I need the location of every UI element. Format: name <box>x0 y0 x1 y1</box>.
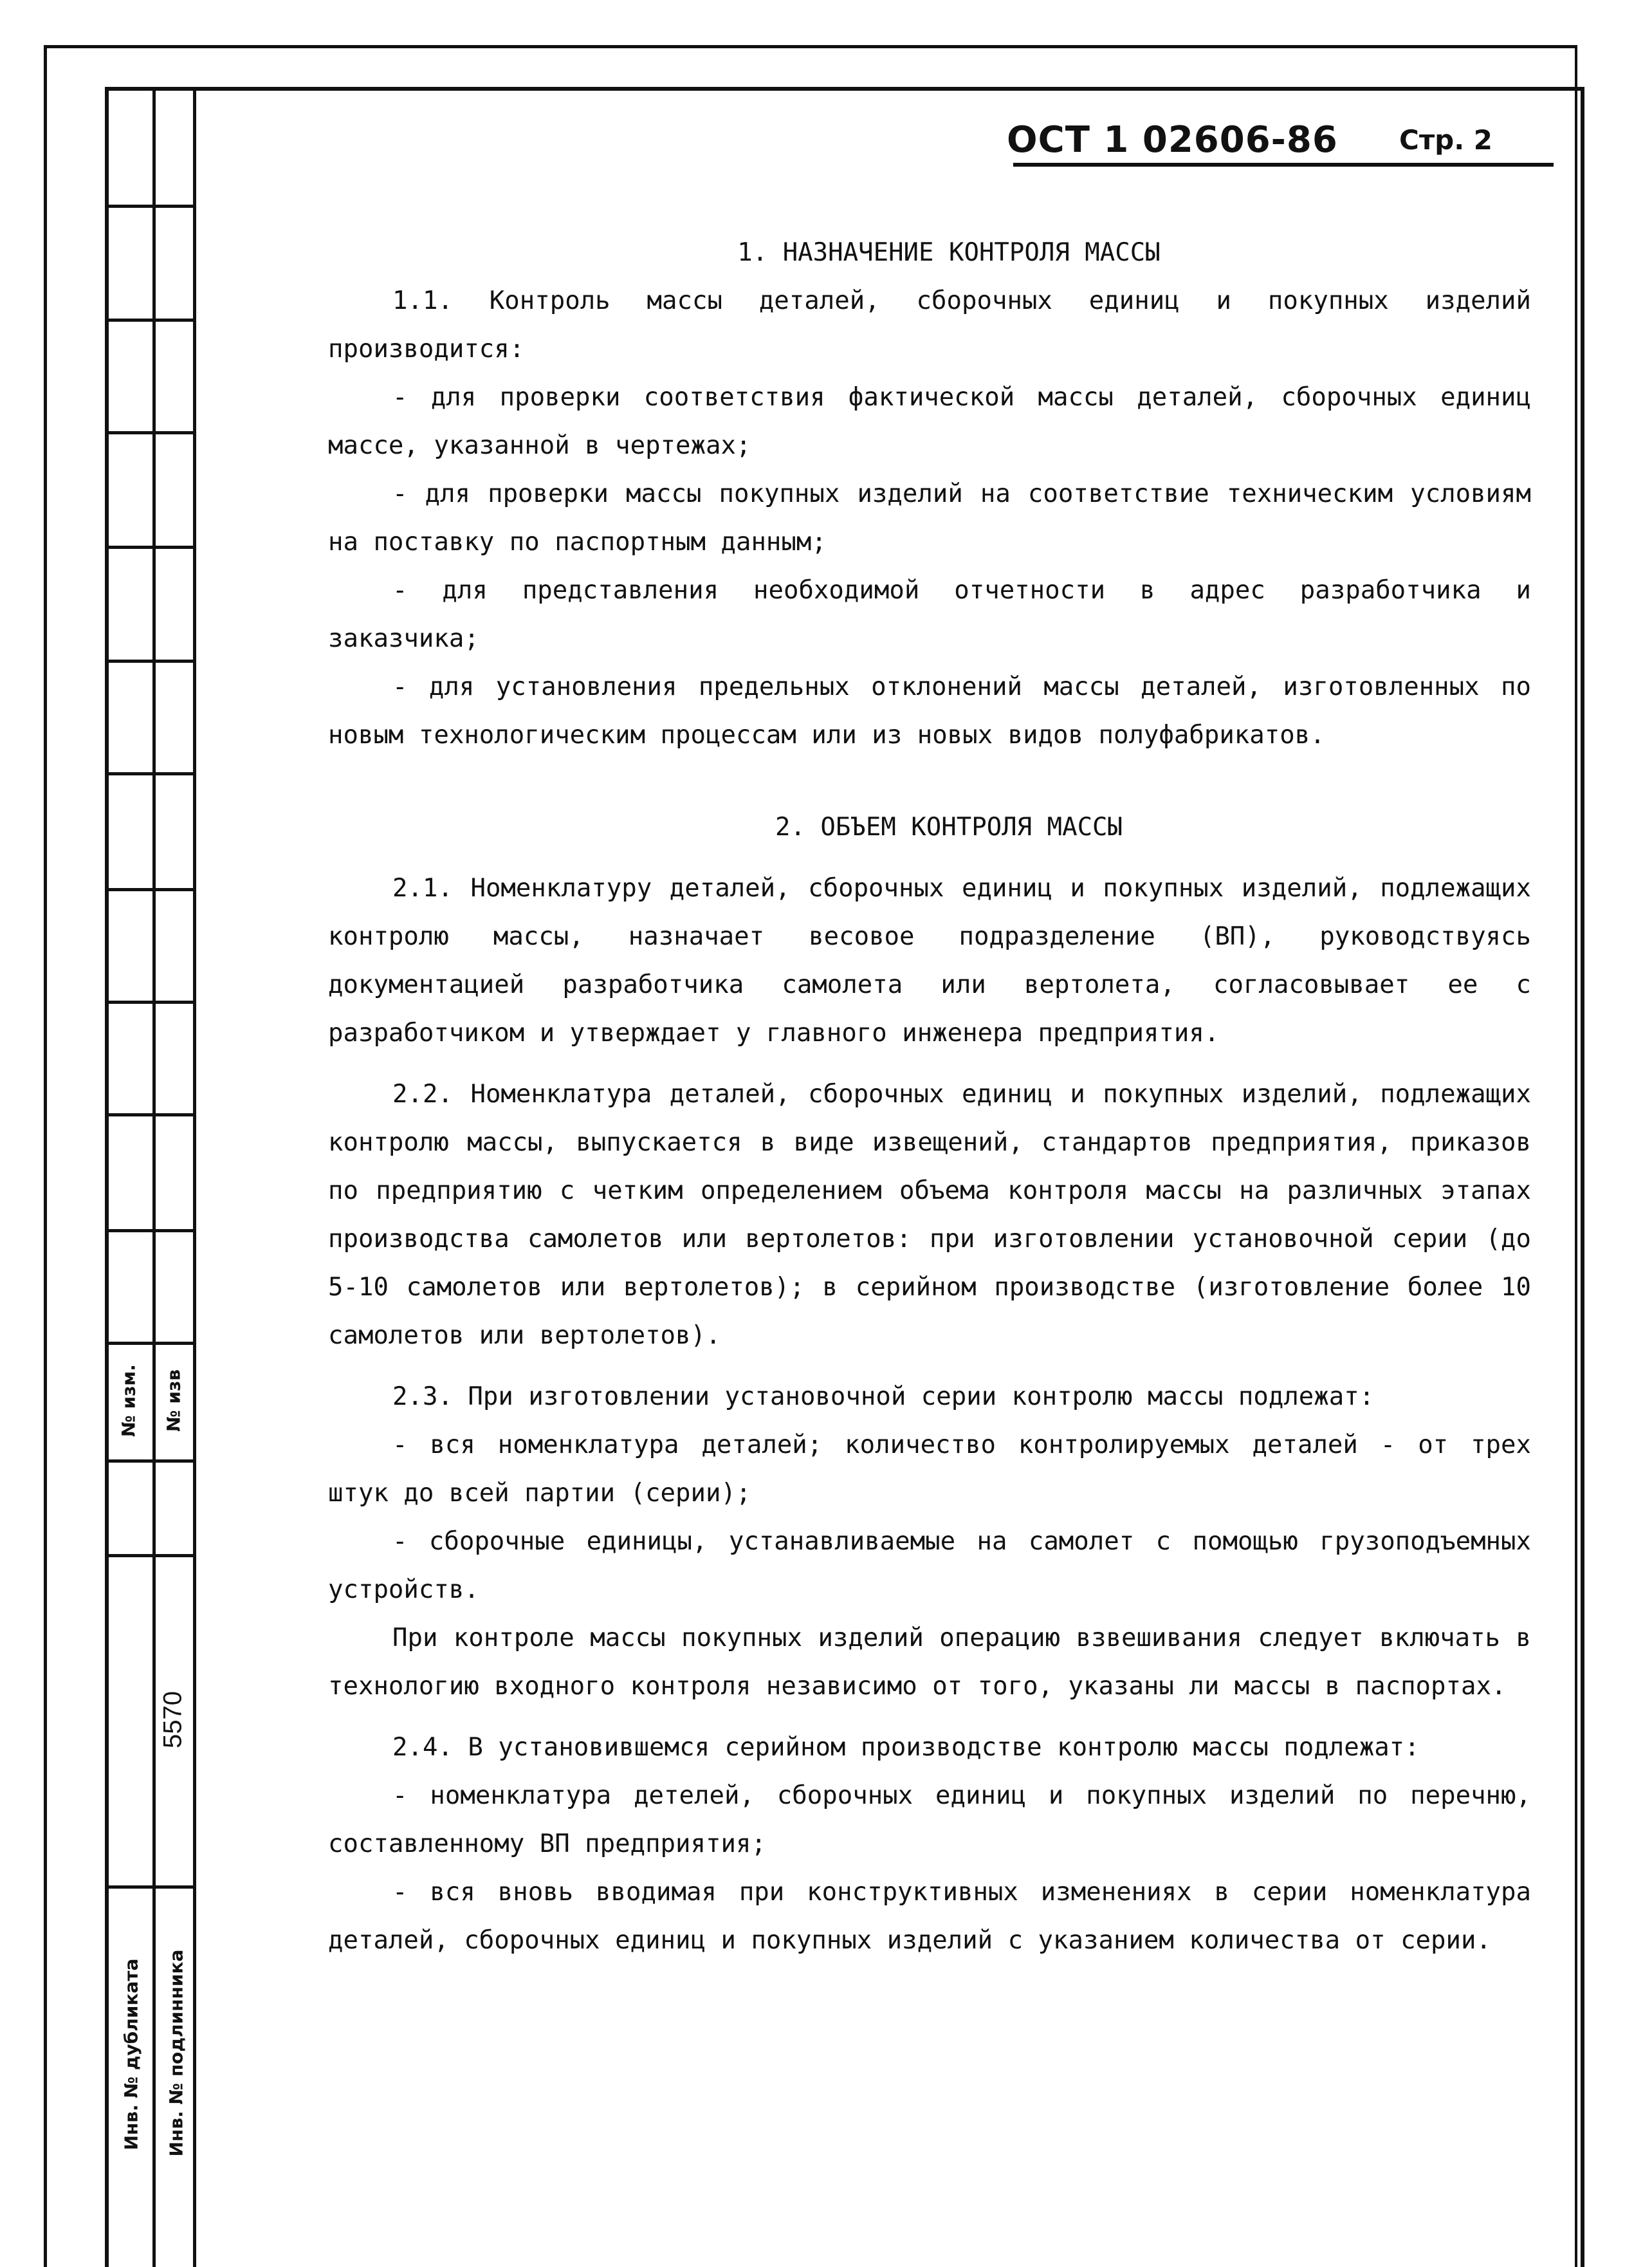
paragraph-2-1: 2.1. Номенклатуру деталей, сборочных единиц и покупных изделий, подлежащих контролю массы, назначает весовое подразделение (ВП), руководствуясь документацией разработчика самолета или вертолета, согласовывает ее с разработчиком и утверждает у главного инженера предприятия. <box>328 874 1531 1048</box>
izv-label: № изв <box>163 1369 185 1432</box>
spacer <box>328 759 1531 803</box>
margin-row-line <box>105 660 195 663</box>
list-item: - вся вновь вводимая при конструктивных изменениях в серии номенклатура деталей, сборочных единиц и покупных изделий с указанием количества от серии. <box>328 1878 1531 1955</box>
margin-row-line <box>105 1113 195 1116</box>
izm-label: № изм. <box>118 1364 140 1437</box>
margin-row-line <box>105 888 195 891</box>
spacer <box>328 851 1531 864</box>
list-item: - номенклатура детелей, сборочных единиц и покупных изделий по перечню, составленному ВП предприятия; <box>328 1781 1531 1858</box>
inv-podl-label: Инв. № подлинника <box>165 1949 187 2157</box>
spacer <box>328 1710 1531 1723</box>
section-2-heading: 2. ОБЪЕМ КОНТРОЛЯ МАССЫ <box>775 813 1123 842</box>
document-code: ОСТ 1 02606-86 <box>1007 119 1338 161</box>
list-item: - сборочные единицы, устанавливаемые на самолет с помощью грузоподъемных устройств. <box>328 1527 1531 1604</box>
margin-col-line-1 <box>152 87 156 2267</box>
margin-row-line <box>105 1229 195 1232</box>
margin-row-line <box>105 319 195 322</box>
page-number: Стр. 2 <box>1399 124 1493 156</box>
paragraph-2-4: 2.4. В установившемся серийном производстве контролю массы подлежат: <box>392 1733 1420 1762</box>
margin-row-line <box>105 1885 195 1889</box>
list-item: - для проверки соответствия фактической массы деталей, сборочных единиц массе, указанной в чертежах; <box>328 383 1531 460</box>
spacer <box>328 1360 1531 1373</box>
margin-row-line <box>105 1459 195 1463</box>
margin-row-line <box>105 205 195 208</box>
paragraph-2-2: 2.2. Номенклатура деталей, сборочных единиц и покупных изделий, подлежащих контролю массы, выпускается в виде извещений, стандартов предприятия, приказов по предприятию с четким определением объема контроля массы на различных этапах производства самолетов или вертолетов: при изготовлении установочной серии (до 5-10 самолетов или вертолетов); в серийном производстве (изготовление более 10 самолетов или вертолетов). <box>328 1080 1531 1350</box>
list-item: - для проверки массы покупных изделий на соответствие техническим условиям на поставку по паспортным данным; <box>328 479 1531 557</box>
document-body <box>328 228 1531 1965</box>
paragraph-2-3: 2.3. При изготовлении установочной серии контролю массы подлежат: <box>392 1382 1375 1411</box>
margin-row-line <box>105 772 195 775</box>
margin-row-line <box>105 1001 195 1004</box>
spacer <box>328 1057 1531 1070</box>
paragraph-2-3-note: При контроле массы покупных изделий операцию взвешивания следует включать в технологию входного контроля независимо от того, указаны ли массы в паспортах. <box>328 1624 1531 1701</box>
margin-col-line-2 <box>193 87 196 2267</box>
paragraph-1-1: 1.1. Контроль массы деталей, сборочных единиц и покупных изделий производится: <box>328 286 1531 364</box>
section-1-heading: 1. НАЗНАЧЕНИЕ КОНТРОЛЯ МАССЫ <box>737 238 1161 267</box>
list-item: - для установления предельных отклонений массы деталей, изготовленных по новым технологическим процессам или из новых видов полуфабрикатов. <box>328 672 1531 750</box>
margin-row-line <box>105 431 195 434</box>
list-item: - для представления необходимой отчетности в адрес разработчика и заказчика; <box>328 576 1531 653</box>
header-rule <box>1013 163 1554 167</box>
inv-podl-value: 5570 <box>158 1691 187 1748</box>
inv-dubl-label: Инв. № дубликата <box>120 1958 142 2151</box>
margin-row-line <box>105 1342 195 1345</box>
margin-row-line <box>105 546 195 549</box>
list-item: - вся номенклатура деталей; количество контролируемых деталей - от трех штук до всей партии (серии); <box>328 1430 1531 1508</box>
margin-row-line <box>105 1554 195 1557</box>
